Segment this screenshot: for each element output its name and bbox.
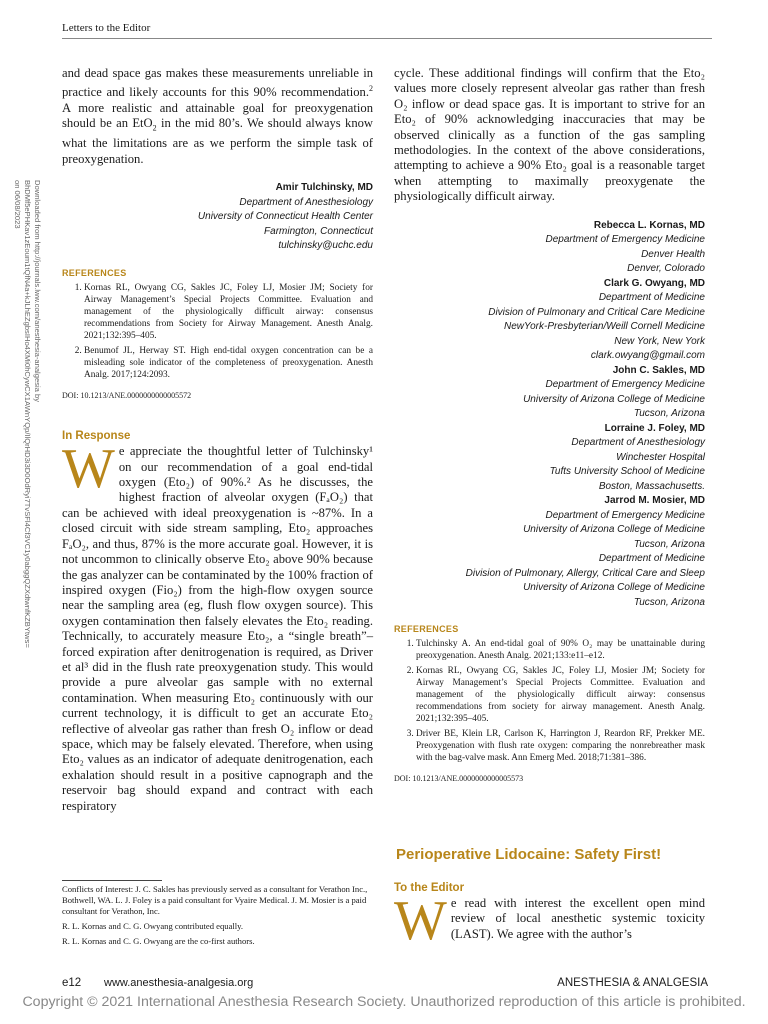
- reference-list: [394, 638, 705, 764]
- affiliation-line: University of Arizona College of Medicine: [523, 393, 705, 405]
- author-name: Lorraine J. Foley, MD: [604, 422, 705, 434]
- header-rule: [62, 38, 712, 39]
- footnote: R. L. Kornas and C. G. Owyang are the co-first authors.: [62, 936, 255, 946]
- affiliation-line: Winchester Hospital: [616, 451, 705, 463]
- reference-list: [62, 282, 373, 382]
- article-title: Perioperative Lidocaine: Safety First!: [396, 846, 662, 863]
- affiliation-line: Department of Emergency Medicine: [545, 234, 705, 246]
- article2-start: [394, 882, 705, 952]
- affiliation-line: NewYork-Presbyterian/Weill Cornell Medicine: [503, 321, 705, 333]
- affiliation-line: Boston, Massachusetts.: [598, 480, 705, 492]
- right-column: [394, 66, 705, 783]
- author-name: John C. Sakles, MD: [612, 364, 705, 376]
- affiliation-line: Department of Anesthesiology: [571, 437, 705, 449]
- journal-name: ANESTHESIA & ANALGESIA: [557, 977, 708, 989]
- doi[interactable]: DOI: 10.1213/ANE.0000000000005572: [62, 391, 192, 401]
- author-email[interactable]: clark.owyang@gmail.com: [590, 350, 705, 362]
- response-body: We appreciate the thoughtful letter of Tulchinsky¹ on our recommendation of a goal end-tidal oxygen (Eto₂) of 90%.² As he discusses, the highest fraction of alveolar oxygen (FₐO₂) that can be achieved with ideal preoxygenation is ~87%. In a closed circuit with side stream sampling, Eto₂ approaches FₐO₂, and thus, 87% is the more accurate goal. However, it is not uncommon to clinically observe Eto₂ above 90% because the gas analyzer can be contaminated by the 100% fraction of inspired oxygen (Fio₂) from the high-flow oxygen source near the sampling area (eg, flush flow oxygen source). This oxygen contamination then falsely elevates the Eto₂ reading. Technically, to accurately measure Eto₂, a “single breath”–forced expiration after denitrogenation is required, as Driver et al³ did in the flush rate preoxygenation study. This would provide a pure alveolar gas sample with no external contamination. When measuring Eto₂ continuously with our current technology, it is difficult to get an accurate Eto₂ reflective of alveolar gas rather than fresh O₂ inflow or dead space, which may be falsely elevated. Therefore, when using Eto₂ values as an indicator of adequate denitrogenation, each exhalation should result in a positive capnograph and the reservoir bag should expand and contract with each respiratory: [62, 438, 373, 813]
- reference-item: 2. Kornas RL, Owyang CG, Sakles JC, Foley LJ, Mosier JM; Society for Airway Management’s Special Projects Committee. Evaluation and management of the physiologically difficult airway: consensus recommendations from society for airway management. Anesth Analg. 2021;132:395–405.: [416, 665, 705, 726]
- affiliation-line: Denver, Colorado: [627, 263, 705, 275]
- affiliation-line: Tucson, Arizona: [633, 538, 705, 550]
- affiliation-line: Department of Medicine: [598, 553, 705, 565]
- reference-item: 1. Tulchinsky A. An end-tidal goal of 90% O₂ may be unattainable during preoxygenation. Anesth Analg. 2021;133:e11–e12.: [416, 638, 705, 662]
- affiliation-line: University of Arizona College of Medicine: [523, 582, 705, 594]
- author-signatures: [394, 219, 705, 611]
- left-paragraph-1: and dead space gas makes these measurements unreliable in practice and likely accounts for this 90% recommendation.$^2$ A more realistic and attainable goal for preoxygenation should be an EtO$_2$ in the mid 80’s. We should always know what the limitations are as we perform the simple task of preoxygenation.: [62, 66, 374, 166]
- tulchinsky-signature: [62, 181, 373, 254]
- footnote: R. L. Kornas and C. G. Owyang contributed equally.: [62, 921, 244, 931]
- affiliation-line: Division of Pulmonary and Critical Care Medicine: [488, 306, 705, 318]
- affiliation-line: Tucson, Arizona: [633, 408, 705, 420]
- affiliation-line: University of Connecticut Health Center: [197, 211, 373, 223]
- author-name: Amir Tulchinsky, MD: [275, 182, 373, 194]
- author-name: Rebecca L. Kornas, MD: [593, 219, 705, 231]
- running-header: Letters to the Editor: [62, 22, 151, 34]
- references-heading: REFERENCES: [62, 267, 127, 278]
- download-note: Downloaded from http://journals.lww.com/anesthesia-analgesia by BhDMf5ePHKav1zEoum1tQfN4a+kJLhEZgbsIHo4XMi0hCywCX1AWnYQp/IlQrHD3i3D0OdRyi7TvSFl4Cf3VC1y0abggQZXdtwnfKZBYtws= on 06/08/2023: [13, 180, 42, 648]
- to-the-editor-heading: To the Editor: [394, 882, 465, 894]
- references-heading: REFERENCES: [394, 624, 459, 635]
- footnote-rule: [62, 880, 162, 881]
- journal-url[interactable]: www.anesthesia-analgesia.org: [104, 977, 254, 989]
- affiliation-line: University of Arizona College of Medicine: [523, 524, 705, 536]
- affiliation-line: Department of Emergency Medicine: [545, 379, 705, 391]
- affiliation-line: Tucson, Arizona: [633, 596, 705, 608]
- affiliation-line: Tufts University School of Medicine: [549, 466, 705, 478]
- affiliation-line: Department of Anesthesiology: [239, 196, 373, 208]
- author-name: Clark G. Owyang, MD: [603, 277, 705, 289]
- footnote: Conflicts of Interest: J. C. Sakles has previously served as a consultant for Verathon Inc., Bothwell, WA. L. J. Foley is a paid consultant for Vyaire Medical. J. M. Mosier is a paid consultant for Verathon, Inc.: [62, 884, 368, 916]
- affiliation-line: Division of Pulmonary, Allergy, Critical Care and Sleep: [465, 567, 705, 579]
- reference-item: 3. Driver BE, Klein LR, Carlson K, Harrington J, Reardon RF, Prekker ME. Preoxygenation with flush rate oxygen: comparing the nonrebreather mask with the bag-valve mask. Ann Emerg Med. 2018;71:381–386.: [416, 728, 705, 765]
- affiliation-line: Denver Health: [641, 248, 705, 260]
- drop-cap: W: [62, 438, 115, 501]
- affiliation-line: Department of Emergency Medicine: [545, 509, 705, 521]
- reference-item: 2. Benumof JL, Herway ST. High end-tidal oxygen concentration can be a misleading sole indicator of the completeness of preoxygenation. Anesth Analg. 2017;124:2093.: [84, 345, 373, 382]
- author-email[interactable]: tulchinsky@uchc.edu: [278, 240, 373, 252]
- in-response-heading: In Response: [62, 430, 131, 443]
- affiliation-line: Farmington, Connecticut: [264, 225, 373, 237]
- drop-cap: W: [394, 890, 447, 952]
- affiliation-line: New York, New York: [614, 335, 705, 347]
- reference-item: 1. Kornas RL, Owyang CG, Sakles JC, Foley LJ, Mosier JM; Society for Airway Management’s Special Projects Committee. Evaluation and management of the physiologically difficult airway: consensus recommendations from Society for Airway Management. Anesth Analg. 2021;132:395–405.: [84, 282, 373, 343]
- footnotes: [62, 884, 373, 951]
- left-column: [62, 66, 373, 814]
- page-number: e12: [62, 977, 82, 989]
- right-paragraph: cycle. These additional findings will confirm that the Eto₂ values more closely represent alveolar gas rather than fresh O₂ inflow or dead space gas. It is important to strive for an Eto₂ of 90% acknowledging inaccuracies that may be observed clinically as a function of the gas sampling methodologies. In the context of the above considerations, attempting to achieve a 90% Eto₂ goal is a reasonable target when attempting to maximally preoxygenate the physiologically difficult airway.: [394, 66, 705, 204]
- affiliation-line: Department of Medicine: [598, 292, 705, 304]
- article2-body: We read with interest the excellent open mind review of local anesthetic systemic toxicity (LAST). We agree with the author’s: [394, 890, 705, 952]
- doi[interactable]: DOI: 10.1213/ANE.0000000000005573: [394, 774, 524, 784]
- author-name: Jarrod M. Mosier, MD: [604, 495, 705, 507]
- copyright-notice: Copyright © 2021 International Anesthesia Research Society. Unauthorized reproduction of this article is prohibited.: [22, 994, 746, 1010]
